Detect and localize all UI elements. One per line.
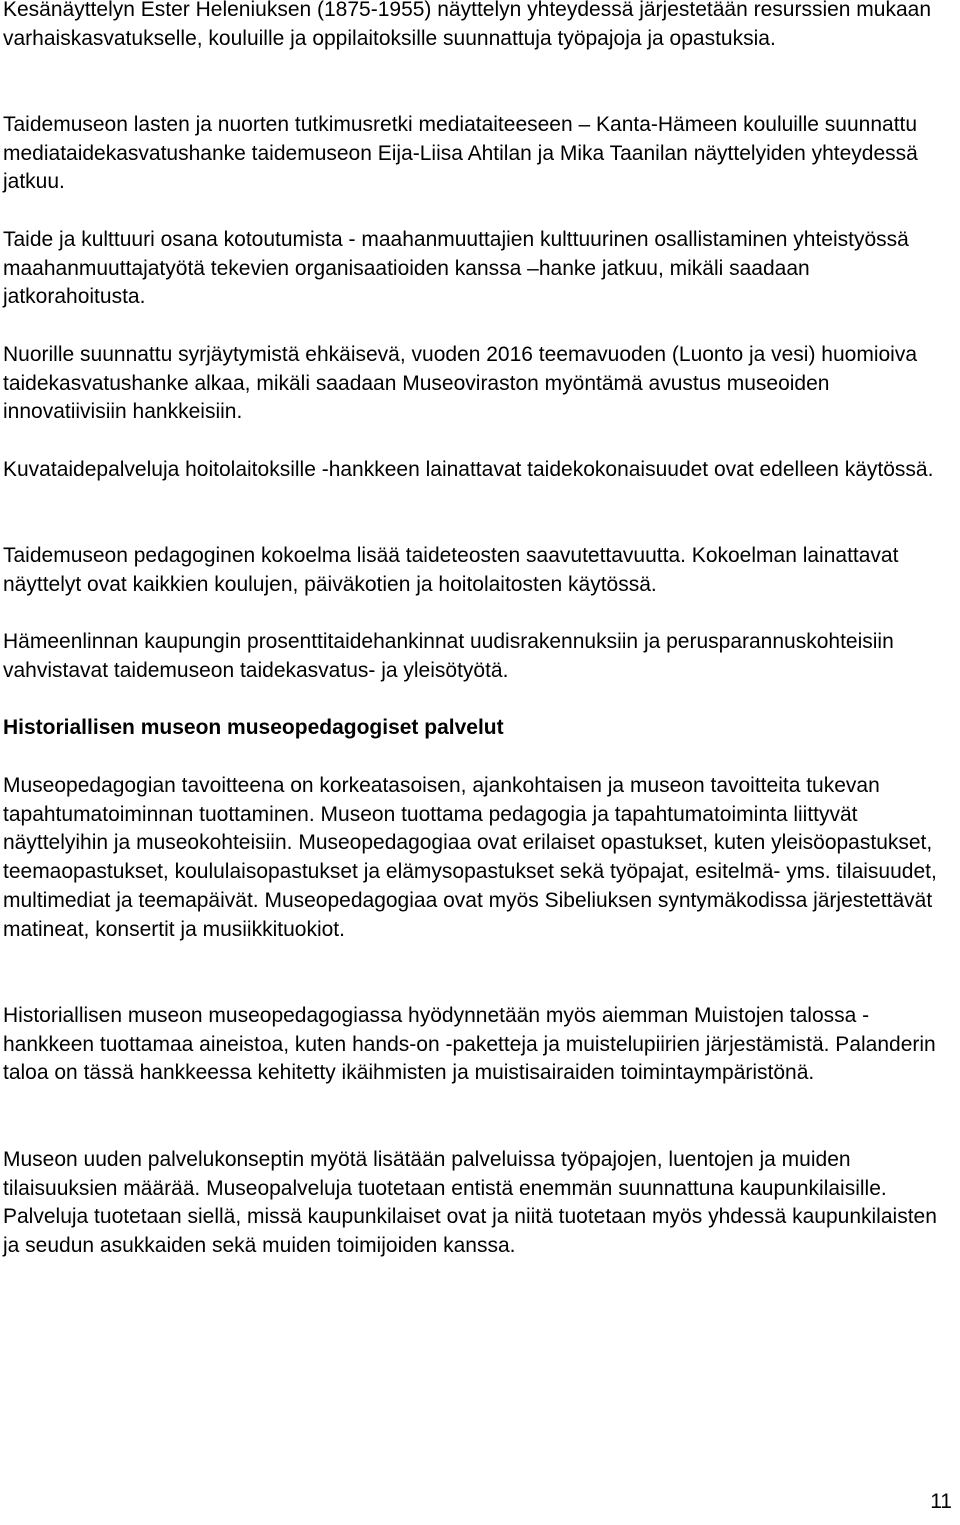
page-number: 11 [930, 1490, 952, 1513]
paragraph-percent-art: Hämeenlinnan kaupungin prosenttitaidehankinnat uudisrakennuksiin ja perusparannuskohteisiin vahvistavat taidemuseon taidekasvatus- ja yleisötyötä. [3, 630, 894, 682]
paragraph-youth-art-education: Nuorille suunnattu syrjäytymistä ehkäisevä, vuoden 2016 teemavuoden (Luonto ja vesi) huomioiva taidekasvatushanke alkaa, mikäli saadaan Museoviraston myöntämä avustus museoiden innovatiivisiin hankkeisiin. [3, 343, 918, 424]
paragraph-new-service-concept: Museon uuden palvelukonseptin myötä lisätään palveluissa työpajojen, luentojen ja muiden tilaisuuksien määrää. Museopalveluja tuotetaan entistä enemmän suunnattuna kaupunkilaisille. Palveluja tuotetaan siellä, missä kaupunkilaiset ovat ja niitä tuotetaan myös yhdessä kaupunkilaisten ja seudun asukkaiden sekä muiden toimijoiden kanssa. [3, 1148, 937, 1258]
paragraph-care-institution-art: Kuvataidepalveluja hoitolaitoksille -hankkeen lainattavat taidekokonaisuudet ovat edelleen käytössä. [3, 458, 934, 481]
paragraph-pedagogical-collection: Taidemuseon pedagoginen kokoelma lisää taideteosten saavutettavuutta. Kokoelman lainattavat näyttelyt ovat kaikkien koulujen, päiväkotien ja hoitolaitosten käytössä. [3, 544, 899, 596]
paragraph-integration-project: Taide ja kulttuuri osana kotoutumista - maahanmuuttajien kulttuurinen osallistaminen yhteistyössä maahanmuuttajatyötä tekevien organisaatioiden kanssa –hanke jatkuu, mikäli saadaan jatkorahoitusta. [3, 228, 909, 309]
paragraph-ester-helenius-exhibition: Kesänäyttelyn Ester Heleniuksen (1875-1955) näyttelyn yhteydessä järjestetään resurssien mukaan varhaiskasvatukselle, kouluille ja oppilaitoksille suunnattuja työpajoja ja opastuksia. [3, 0, 932, 50]
paragraph-media-art-expedition: Taidemuseon lasten ja nuorten tutkimusretki mediataiteeseen – Kanta-Hämeen kouluille suunnattu mediataidekasvatushanke taidemuseon Eija-Liisa Ahtilan ja Mika Taanilan näyttelyiden yhteydessä jatkuu. [3, 113, 918, 194]
paragraph-memories-house-project: Historiallisen museon museopedagogiassa hyödynnetään myös aiemman Muistojen talossa -hankkeen tuottamaa aineistoa, kuten hands-on -paketteja ja muistelupiirien järjestämistä. Palanderin taloa on tässä hankkeessa kehitetty ikäihmisten ja muistisairaiden toimintaympäristönä. [3, 1004, 936, 1085]
paragraph-museum-pedagogy-goals: Museopedagogian tavoitteena on korkeatasoisen, ajankohtaisen ja museon tavoitteita tukevan tapahtumatoiminnan tuottaminen. Museon tuottama pedagogia ja tapahtumatoiminta liittyvät näyttelyihin ja museokohteisiin. Museopedagogiaa ovat erilaiset opastukset, kuten yleisöopastukset, teemaopastukset, koululaisopastukset ja elämysopastukset sekä työpajat, esitelmä- yms. tilaisuudet, multimediat ja teemapäivät. Museopedagogiaa ovat myös Sibeliuksen syntymäkodissa järjestettävät matineat, konsertit ja musiikkituokiot. [3, 774, 937, 941]
section-heading: Historiallisen museon museopedagogiset palvelut [3, 716, 504, 739]
